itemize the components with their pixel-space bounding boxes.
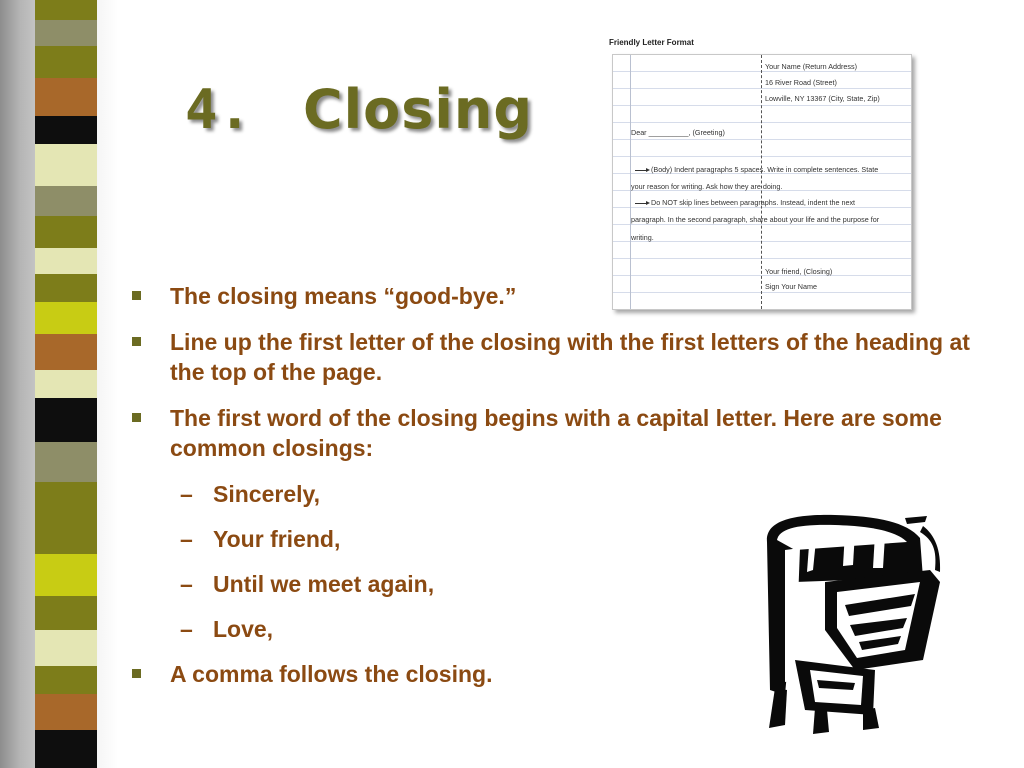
letter-format-paper [612, 54, 912, 310]
bullet-text: The first word of the closing begins with a capital letter. Here are some common closings: [170, 405, 942, 461]
letter-return-street: 16 River Road (Street) [765, 78, 837, 87]
color-stripe [35, 186, 97, 216]
color-stripe [35, 0, 97, 20]
square-bullet-icon [132, 337, 141, 346]
letter-body-line-3: Do NOT skip lines between paragraphs. Instead, indent the next [651, 198, 856, 207]
square-bullet-icon [132, 669, 141, 678]
color-stripe [35, 116, 97, 144]
closing-example [130, 479, 990, 509]
closing-example-text: Sincerely, [213, 481, 320, 507]
letter-body-line-5: writing. [631, 233, 654, 242]
color-stripe [35, 216, 97, 248]
color-stripe [35, 482, 97, 506]
friendly-letter-format-image [607, 38, 913, 312]
dash-marker: – [180, 481, 193, 507]
color-stripe [35, 334, 97, 370]
slide-title [185, 78, 533, 141]
color-stripe [35, 274, 97, 302]
color-stripe [35, 442, 97, 482]
letter-body-line-1: (Body) Indent paragraphs 5 spaces. Write in complete sentences. State [651, 165, 879, 174]
color-stripe [35, 46, 97, 78]
color-stripe [35, 144, 97, 186]
letter-body-line-2: your reason for writing. Ask how they are doing. [631, 182, 783, 191]
color-stripe [35, 506, 97, 554]
letter-closing: Your friend, (Closing) [765, 267, 833, 276]
letter-format-title: Friendly Letter Format [609, 38, 694, 47]
color-stripe [35, 248, 97, 274]
square-bullet-icon [132, 291, 141, 300]
bullet-text: The closing means “good-bye.” [170, 283, 517, 309]
indent-arrow-icon [635, 170, 647, 171]
color-stripe [35, 694, 97, 730]
dash-marker: – [180, 571, 193, 597]
bullet-item [130, 403, 990, 463]
color-stripe [35, 666, 97, 694]
slide-title-text: Closing [303, 78, 533, 141]
bullet-text: A comma follows the closing. [170, 661, 493, 687]
color-stripe [35, 20, 97, 46]
color-stripe [35, 398, 97, 442]
letter-return-city: Lowville, NY 13367 (City, State, Zip) [765, 94, 880, 103]
color-stripe [35, 730, 97, 768]
bullet-item [130, 281, 990, 311]
indent-arrow-icon [635, 203, 647, 204]
color-stripe [35, 596, 97, 630]
color-stripe [35, 78, 97, 116]
mailbox-icon [755, 510, 950, 735]
color-stripe [35, 554, 97, 596]
bullet-text: Line up the first letter of the closing with the first letters of the heading at the top of the page. [170, 329, 970, 385]
closing-example-text: Until we meet again, [213, 571, 435, 597]
dash-marker: – [180, 526, 193, 552]
letter-signature: Sign Your Name [765, 282, 817, 291]
letter-greeting: Dear __________, (Greeting) [631, 128, 725, 137]
bullet-item [130, 327, 990, 387]
slide-title-number: 4. [185, 78, 253, 141]
letter-return-name: Your Name (Return Address) [765, 62, 858, 71]
dash-marker: – [180, 616, 193, 642]
letter-body-line-4: paragraph. In the second paragraph, share about your life and the purpose for [631, 215, 880, 224]
color-stripe [35, 370, 97, 398]
color-stripe [35, 630, 97, 666]
closing-example-text: Your friend, [213, 526, 341, 552]
square-bullet-icon [132, 413, 141, 422]
color-stripe [35, 302, 97, 334]
closing-example-text: Love, [213, 616, 274, 642]
left-striped-color-bar [35, 0, 97, 768]
